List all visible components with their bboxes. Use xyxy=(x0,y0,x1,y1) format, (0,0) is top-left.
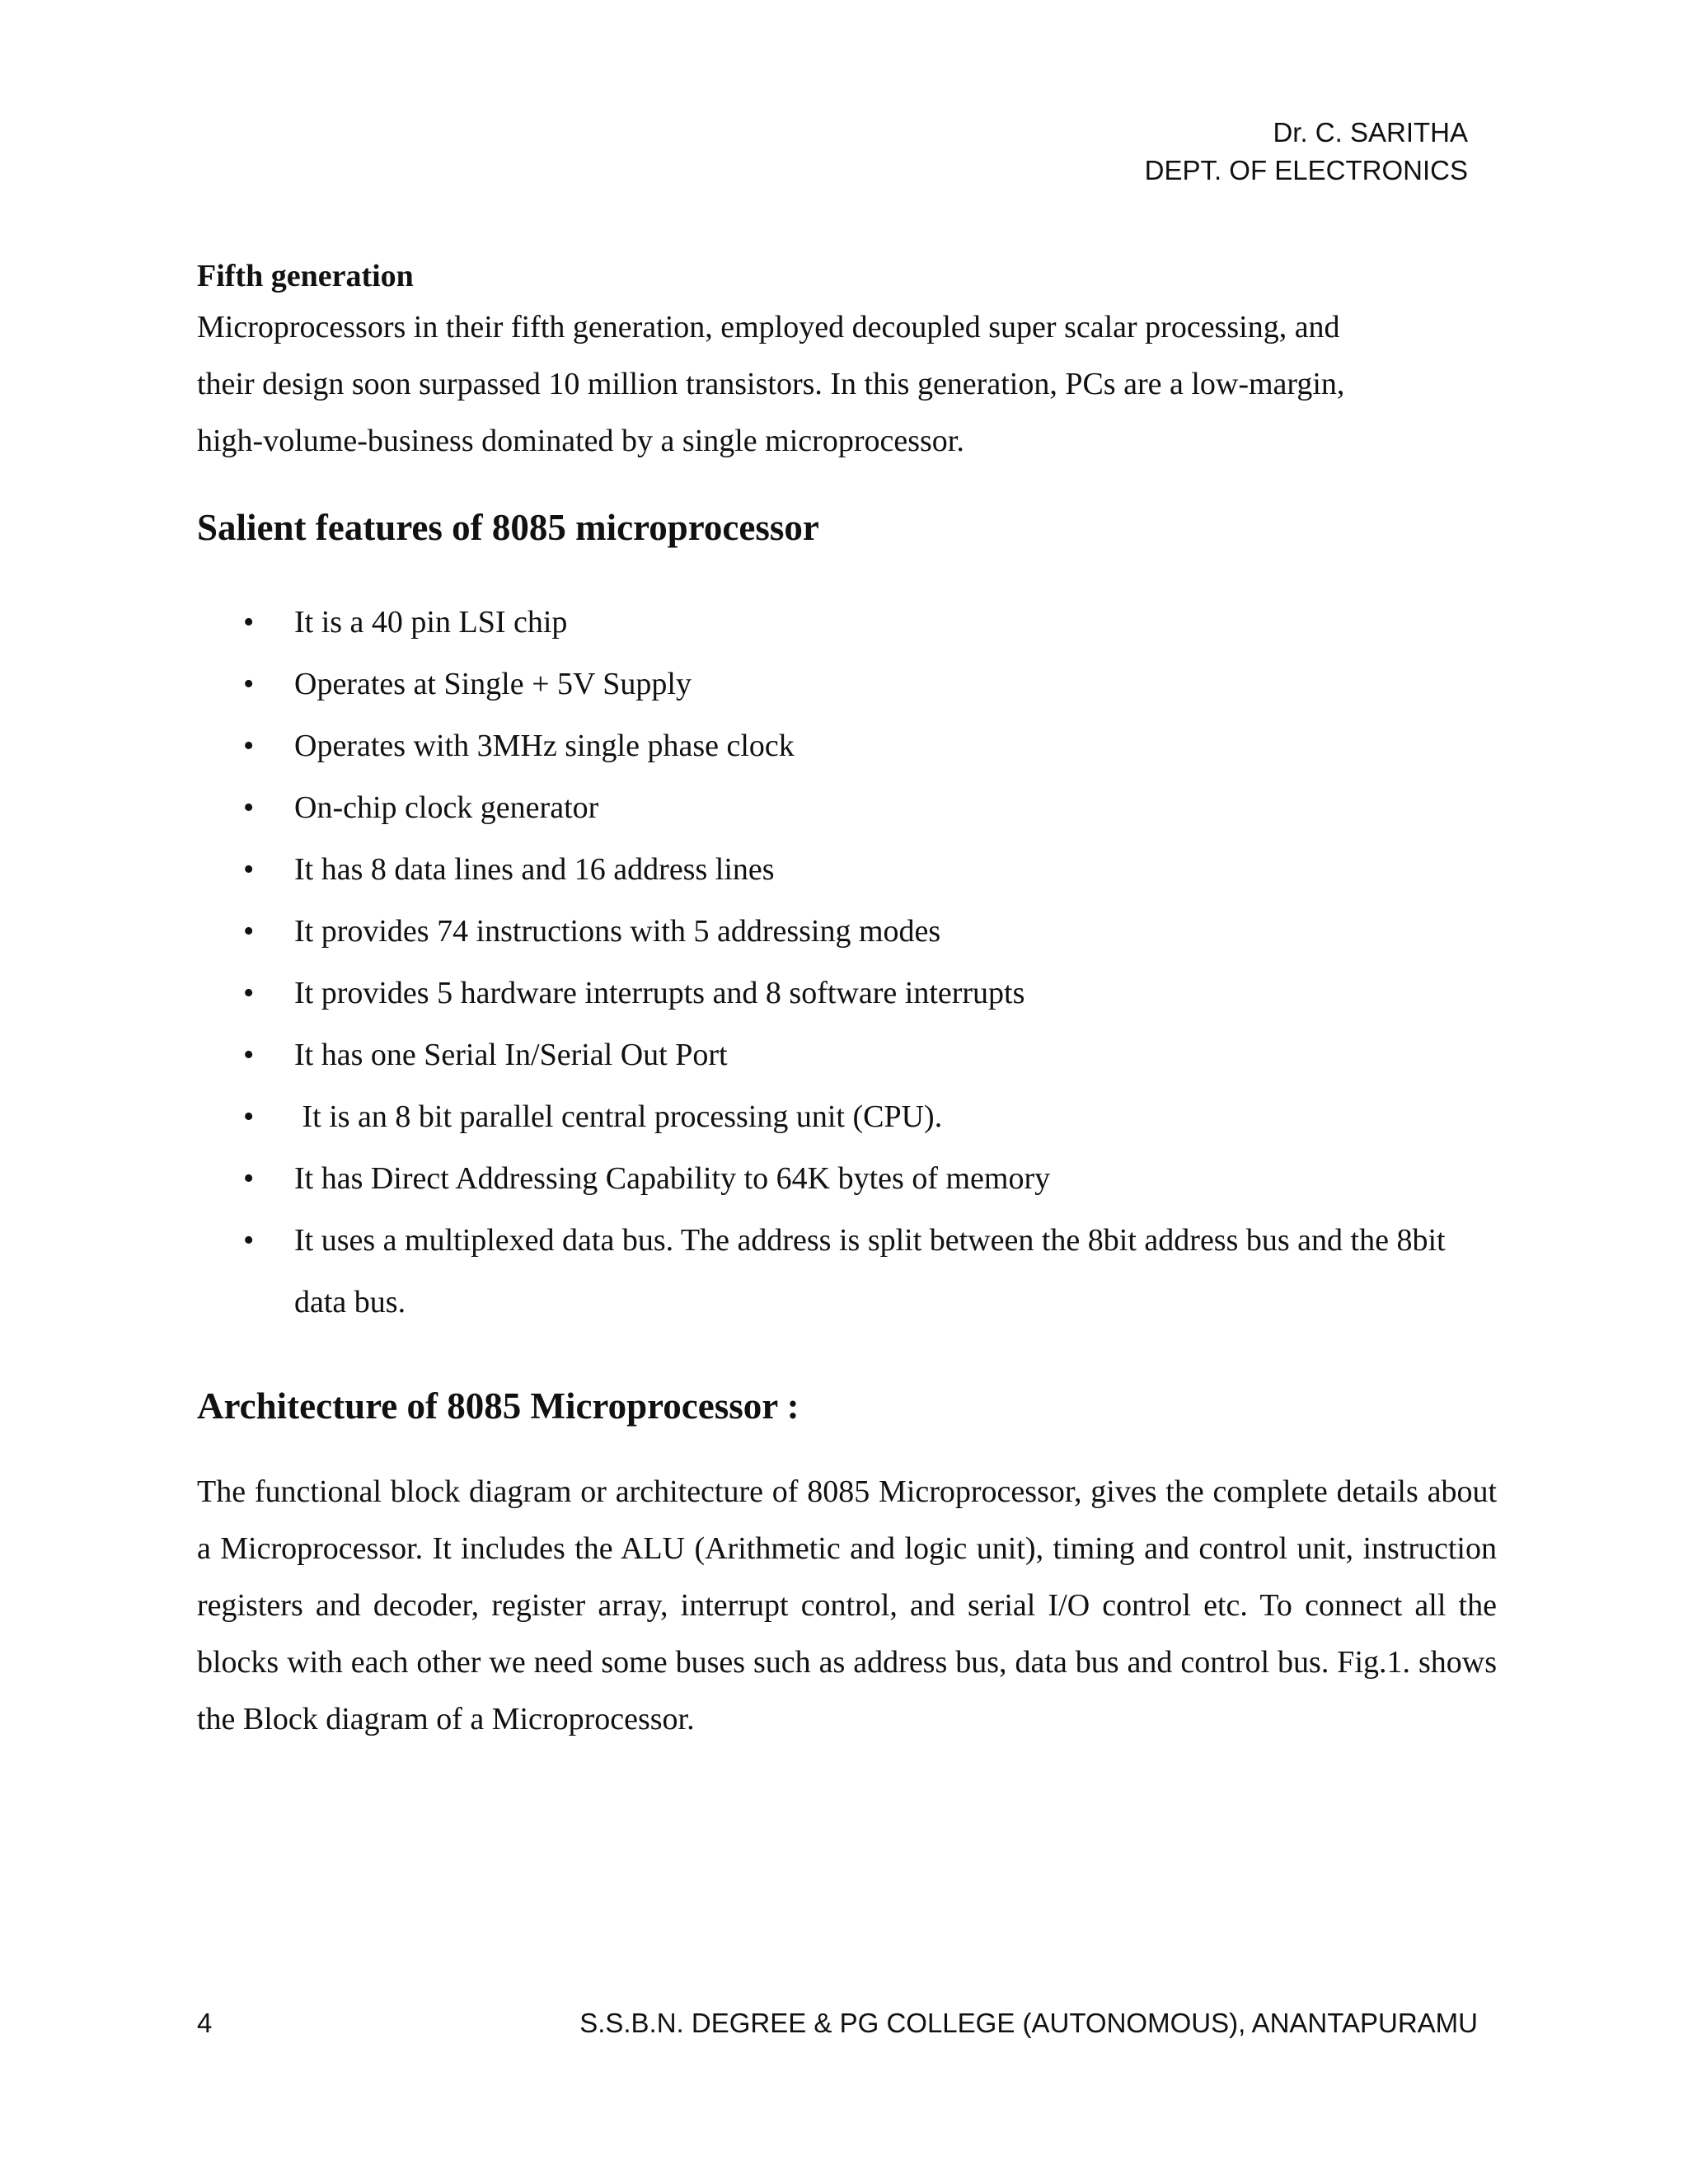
list-item-text: It is an 8 bit parallel central processing unit (CPU). xyxy=(294,1099,943,1134)
architecture-heading: Architecture of 8085 Microprocessor : xyxy=(197,1385,799,1427)
fifth-generation-line-3: high-volume-business dominated by a single microprocessor. xyxy=(197,424,964,458)
list-item xyxy=(197,777,1497,839)
features-list xyxy=(197,592,1497,1333)
list-item-text: It provides 5 hardware interrupts and 8 software interrupts xyxy=(294,976,1025,1010)
list-item xyxy=(197,1210,1497,1333)
fifth-generation-section xyxy=(197,253,1497,470)
list-item xyxy=(197,592,1497,654)
architecture-paragraph: The functional block diagram or architecture of 8085 Microprocessor, gives the complete details about a Microprocessor. It includes the ALU (Arithmetic and logic unit), timing and control unit, instruction registers and decoder, register array, interrupt control, and serial I/O control etc. To connect all the blocks with each other we need some buses such as address bus, data bus and control bus. Fig.1. shows the Block diagram of a Microprocessor. xyxy=(197,1474,1497,1736)
fifth-generation-line-2: their design soon surpassed 10 million transistors. In this generation, PCs are a low-margin, xyxy=(197,367,1345,401)
features-heading: Salient features of 8085 microprocessor xyxy=(197,507,819,548)
bullet-icon: • xyxy=(243,852,255,887)
list-item-text: It has one Serial In/Serial Out Port xyxy=(294,1038,728,1072)
list-item xyxy=(197,963,1497,1024)
college-name: S.S.B.N. DEGREE & PG COLLEGE (AUTONOMOUS), ANANTAPURAMU xyxy=(579,2008,1478,2038)
bullet-icon: • xyxy=(243,1223,255,1258)
bullet-icon: • xyxy=(243,976,255,1010)
bullet-icon: • xyxy=(243,914,255,949)
list-item-text: It has Direct Addressing Capability to 64K bytes of memory xyxy=(294,1161,1051,1196)
architecture-section xyxy=(197,1381,1497,1748)
list-item-text: Operates at Single + 5V Supply xyxy=(294,667,692,701)
list-item xyxy=(197,1148,1497,1210)
list-item-text: It is a 40 pin LSI chip xyxy=(294,605,568,640)
page-number: 4 xyxy=(197,2008,213,2038)
bullet-icon: • xyxy=(243,729,255,763)
list-item xyxy=(197,1086,1497,1148)
document-body xyxy=(197,253,1497,1748)
bullet-icon: • xyxy=(243,605,255,640)
fifth-generation-line-1: Microprocessors in their fifth generation, employed decoupled super scalar processing, and xyxy=(197,310,1340,344)
features-section xyxy=(197,503,1497,1333)
list-item-text: It provides 74 instructions with 5 addressing modes xyxy=(294,914,941,949)
fifth-generation-heading: Fifth generation xyxy=(197,259,414,293)
bullet-icon: • xyxy=(243,790,255,825)
page-header xyxy=(1145,114,1468,190)
list-item xyxy=(197,1024,1497,1086)
list-item-text: Operates with 3MHz single phase clock xyxy=(294,729,795,763)
department-name: DEPT. OF ELECTRONICS xyxy=(1144,155,1468,185)
list-item xyxy=(197,901,1497,963)
author-name: Dr. C. SARITHA xyxy=(1273,117,1468,148)
bullet-icon: • xyxy=(243,1161,255,1196)
bullet-icon: • xyxy=(243,1099,255,1134)
bullet-icon: • xyxy=(243,1038,255,1072)
list-item xyxy=(197,839,1497,901)
list-item-text: On-chip clock generator xyxy=(294,790,599,825)
list-item-text: It has 8 data lines and 16 address lines xyxy=(294,852,775,887)
list-item-text: It uses a multiplexed data bus. The address is split between the 8bit address bus and the 8bit data bus. xyxy=(294,1223,1454,1319)
bullet-icon: • xyxy=(243,667,255,701)
list-item xyxy=(197,654,1497,715)
list-item xyxy=(197,715,1497,777)
